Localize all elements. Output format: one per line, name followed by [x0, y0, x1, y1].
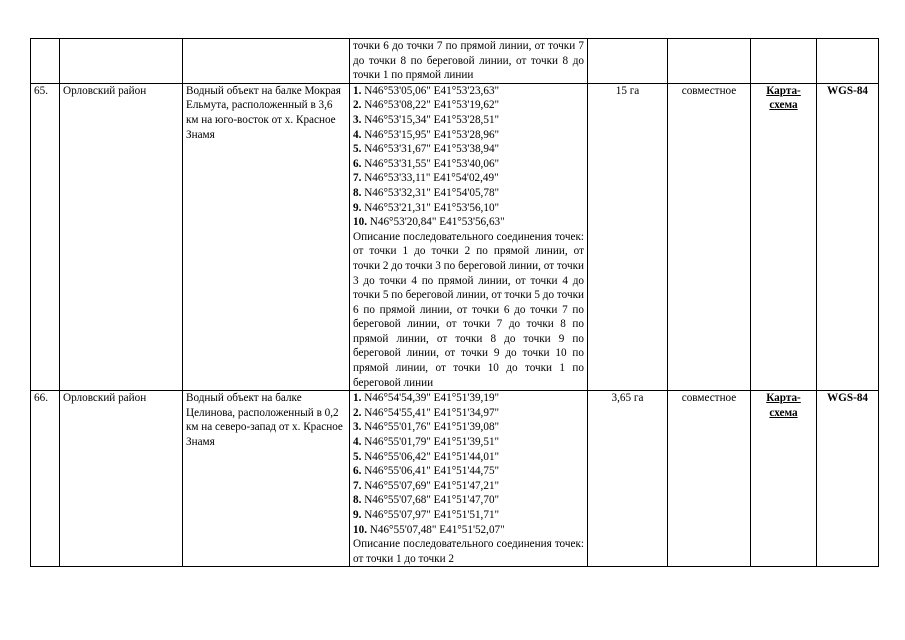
coordinate-point: 4. N46°53'15,95" E41°53'28,96" [353, 128, 500, 141]
connection-description: точки 6 до точки 7 по прямой линии, от точки 7 до точки 8 по береговой линии, от точки 8 до точки 1 по прямой линии [353, 40, 584, 82]
coordinate-point: 7. N46°55'07,69" E41°51'47,21" [353, 479, 500, 492]
coordinate-system-cell [817, 39, 879, 84]
table-row-continuation [31, 39, 879, 84]
row-number [31, 39, 60, 84]
coordinate-point: 2. N46°53'08,22" E41°53'19,62" [353, 99, 500, 112]
map-scheme-link[interactable]: Карта-схема [766, 84, 801, 112]
row-number: 65. [31, 83, 60, 390]
map-link-cell [751, 39, 817, 84]
coordinates-cell [350, 83, 588, 390]
ownership-cell: совместное [668, 391, 751, 567]
coordinate-point: 10. N46°53'20,84" E41°53'56,63" [353, 216, 505, 229]
coordinate-point: 7. N46°53'33,11" E41°54'02,49" [353, 172, 499, 185]
coordinate-point: 9. N46°55'07,97" E41°51'51,71" [353, 509, 500, 521]
district-cell: Орловский район [60, 83, 183, 390]
coordinate-point: 5. N46°55'06,42" E41°51'44,01" [353, 450, 500, 463]
ownership-cell [668, 39, 751, 84]
coordinate-system-cell: WGS-84 [817, 83, 879, 390]
object-cell [183, 39, 350, 84]
coordinates-cell [350, 391, 588, 567]
coordinate-point: 4. N46°55'01,79" E41°51'39,51" [353, 436, 500, 449]
row-number: 66. [31, 391, 60, 567]
connection-description: Описание последовательного соединения точек: от точки 1 до точки 2 по прямой линии, от точки 2 до точки 3 по береговой линии, от точки 3 до точки 4 по прямой линии, от точки 4 до точки 5 по береговой линии, от точки 5 до точки 6 по прямой линии, от точки 6 до точки 7 по береговой линии, от точки 7 до точки 8 по прямой линии, от точки 8 до точки 9 по береговой линии, от точки 9 до точки 10 по прямой линии, от точки 10 до точки 1 по береговой линии [353, 230, 584, 389]
coordinate-point: 3. N46°55'01,76" E41°51'39,08" [353, 421, 500, 434]
coordinate-point: 1. N46°54'54,39" E41°51'39,19" [353, 392, 500, 405]
table-row [31, 391, 879, 567]
ownership-cell: совместное [668, 83, 751, 390]
coordinate-point: 2. N46°54'55,41" E41°51'34,97" [353, 406, 500, 419]
object-cell: Водный объект на балке Целинова, расположенный в 0,2 км на северо-запад от х. Красное Знамя [183, 391, 350, 567]
coordinate-point: 9. N46°53'21,31" E41°53'56,10" [353, 201, 500, 214]
area-cell [588, 39, 668, 84]
map-scheme-link[interactable]: Карта-схема [766, 392, 801, 419]
area-cell: 15 га [588, 83, 668, 390]
table-row [31, 83, 879, 390]
object-cell: Водный объект на балке Мокрая Ельмута, расположенный в 3,6 км на юго-восток от х. Красное Знамя [183, 83, 350, 390]
coordinate-system-cell: WGS-84 [817, 391, 879, 567]
coordinates-cell [350, 39, 588, 84]
map-link-cell [751, 83, 817, 390]
coordinate-point: 6. N46°55'06,41" E41°51'44,75" [353, 465, 500, 478]
coordinate-point: 8. N46°53'32,31" E41°54'05,78" [353, 186, 500, 199]
area-cell: 3,65 га [588, 391, 668, 567]
map-link-cell [751, 391, 817, 567]
district-cell: Орловский район [60, 391, 183, 567]
registry-table [30, 38, 879, 567]
coordinate-point: 5. N46°53'31,67" E41°53'38,94" [353, 143, 500, 156]
coordinate-point: 3. N46°53'15,34" E41°53'28,51" [353, 113, 500, 126]
coordinate-point: 8. N46°55'07,68" E41°51'47,70" [353, 494, 500, 507]
connection-description: Описание последовательного соединения точек: от точки 1 до точки 2 [353, 538, 584, 565]
coordinate-point: 10. N46°55'07,48" E41°51'52,07" [353, 523, 505, 536]
district-cell [60, 39, 183, 84]
coordinate-point: 6. N46°53'31,55" E41°53'40,06" [353, 157, 500, 170]
coordinate-point: 1. N46°53'05,06" E41°53'23,63" [353, 84, 500, 97]
